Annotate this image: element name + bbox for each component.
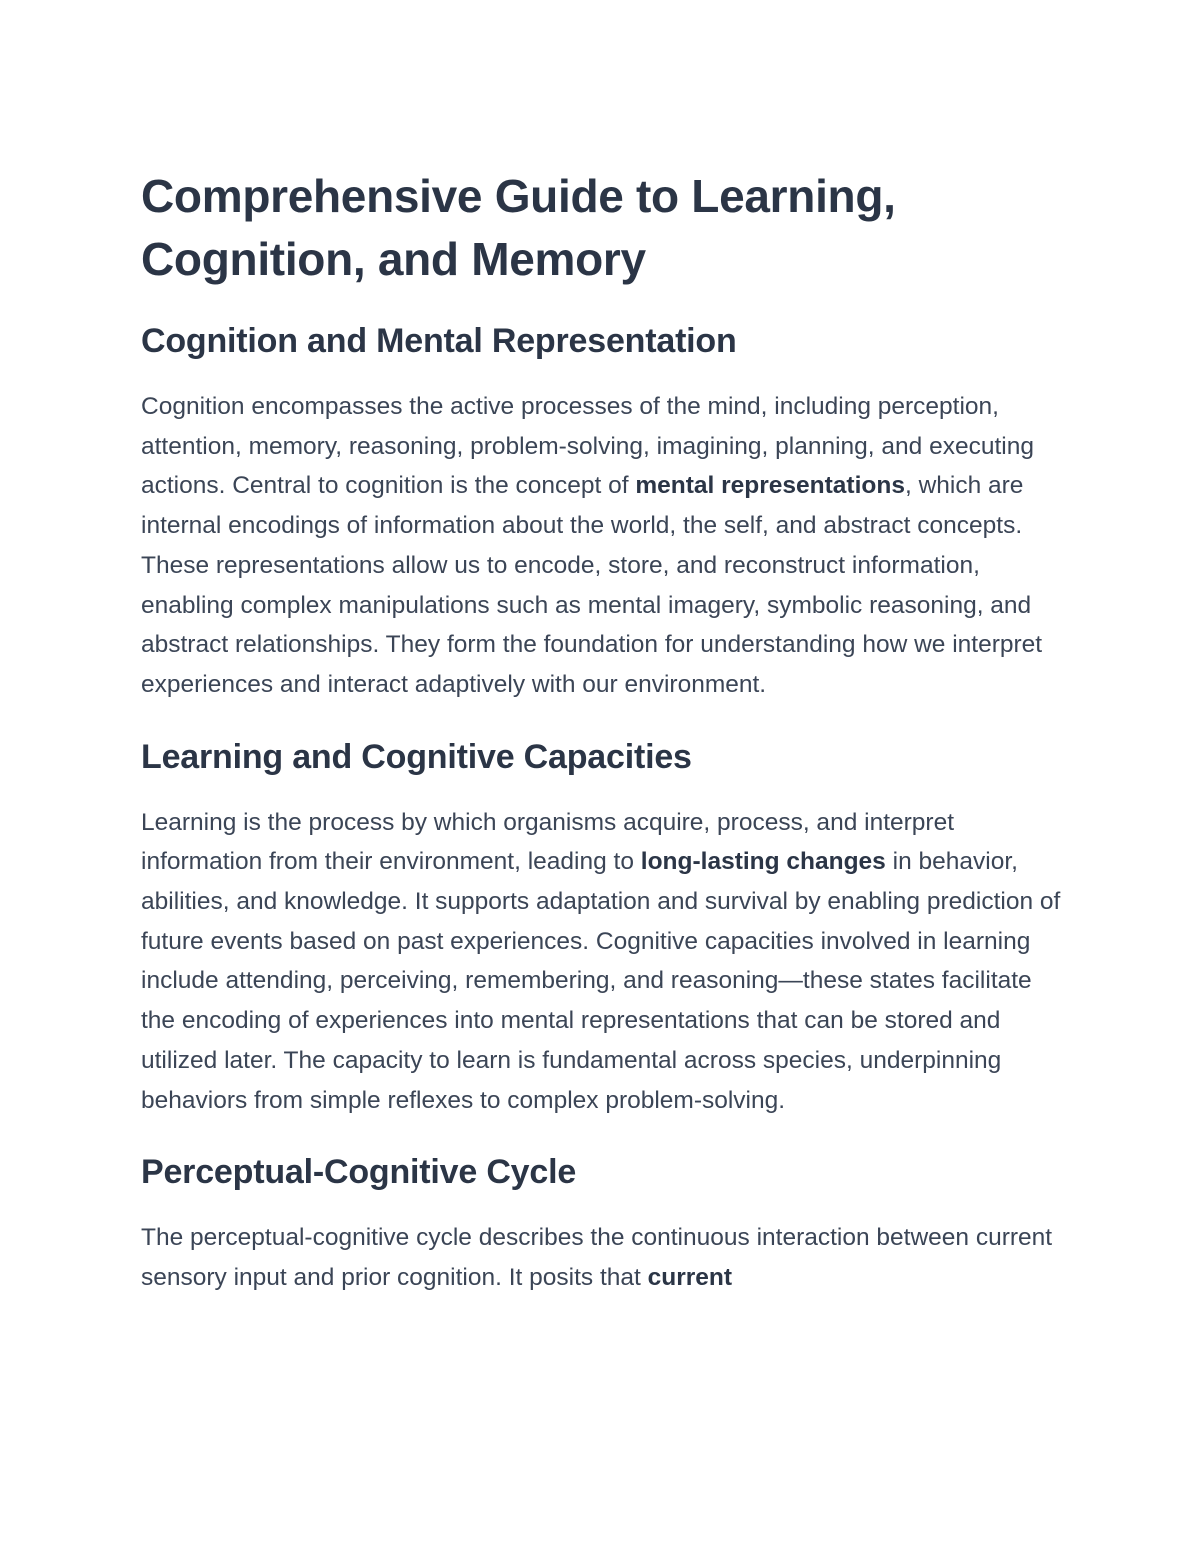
section-paragraph bbox=[141, 1218, 1071, 1297]
bold-term: current bbox=[647, 1263, 733, 1291]
paragraph-text: Learning is the process by which organisms acquire, process, and interpret information from their environment, leading to bbox=[141, 808, 954, 876]
bold-term: mental representations bbox=[635, 472, 905, 500]
paragraph-text: , which are internal encodings of information about the world, the self, and abstract concepts. These representations allow us to encode, store, and reconstruct information, enabling complex manipulations such as mental imagery, symbolic reasoning, and abstract relationships. They form the foundation for understanding how we interpret experiences and interact adaptively with our environment. bbox=[141, 472, 1043, 698]
section-heading: Cognition and Mental Representation bbox=[141, 322, 737, 360]
section-paragraph bbox=[141, 803, 1071, 1121]
paragraph-text: The perceptual-cognitive cycle describes the continuous interaction between current sensory input and prior cognition. It posits that bbox=[141, 1224, 1053, 1291]
section-paragraph bbox=[141, 387, 1071, 705]
bold-term: long-lasting changes bbox=[640, 848, 886, 876]
paragraph-text: Cognition encompasses the active processes of the mind, including perception, attention, memory, reasoning, problem-solving, imagining, planning, and executing actions. Central to cognition is the concept of bbox=[141, 393, 1034, 500]
section-learning-cognitive-capacities bbox=[141, 735, 1071, 1121]
section-heading: Perceptual-Cognitive Cycle bbox=[141, 1153, 577, 1192]
document-page bbox=[141, 165, 1071, 1328]
section-perceptual-cognitive-cycle bbox=[141, 1150, 1071, 1297]
section-heading: Learning and Cognitive Capacities bbox=[141, 737, 692, 776]
document-title: Comprehensive Guide to Learning, Cognition, and Memory bbox=[141, 170, 896, 285]
section-cognition-mental-representation bbox=[141, 319, 1071, 705]
paragraph-text: in behavior, abilities, and knowledge. It supports adaptation and survival by enabling prediction of future events based on past experiences. Cognitive capacities involved in learning include attending, perceiving, remembering, and reasoning—these states facilitate the encoding of experiences into mental representations that can be stored and utilized later. The capacity to learn is fundamental across species, underpinning behaviors from simple reflexes to complex problem-solving. bbox=[141, 848, 1061, 1114]
